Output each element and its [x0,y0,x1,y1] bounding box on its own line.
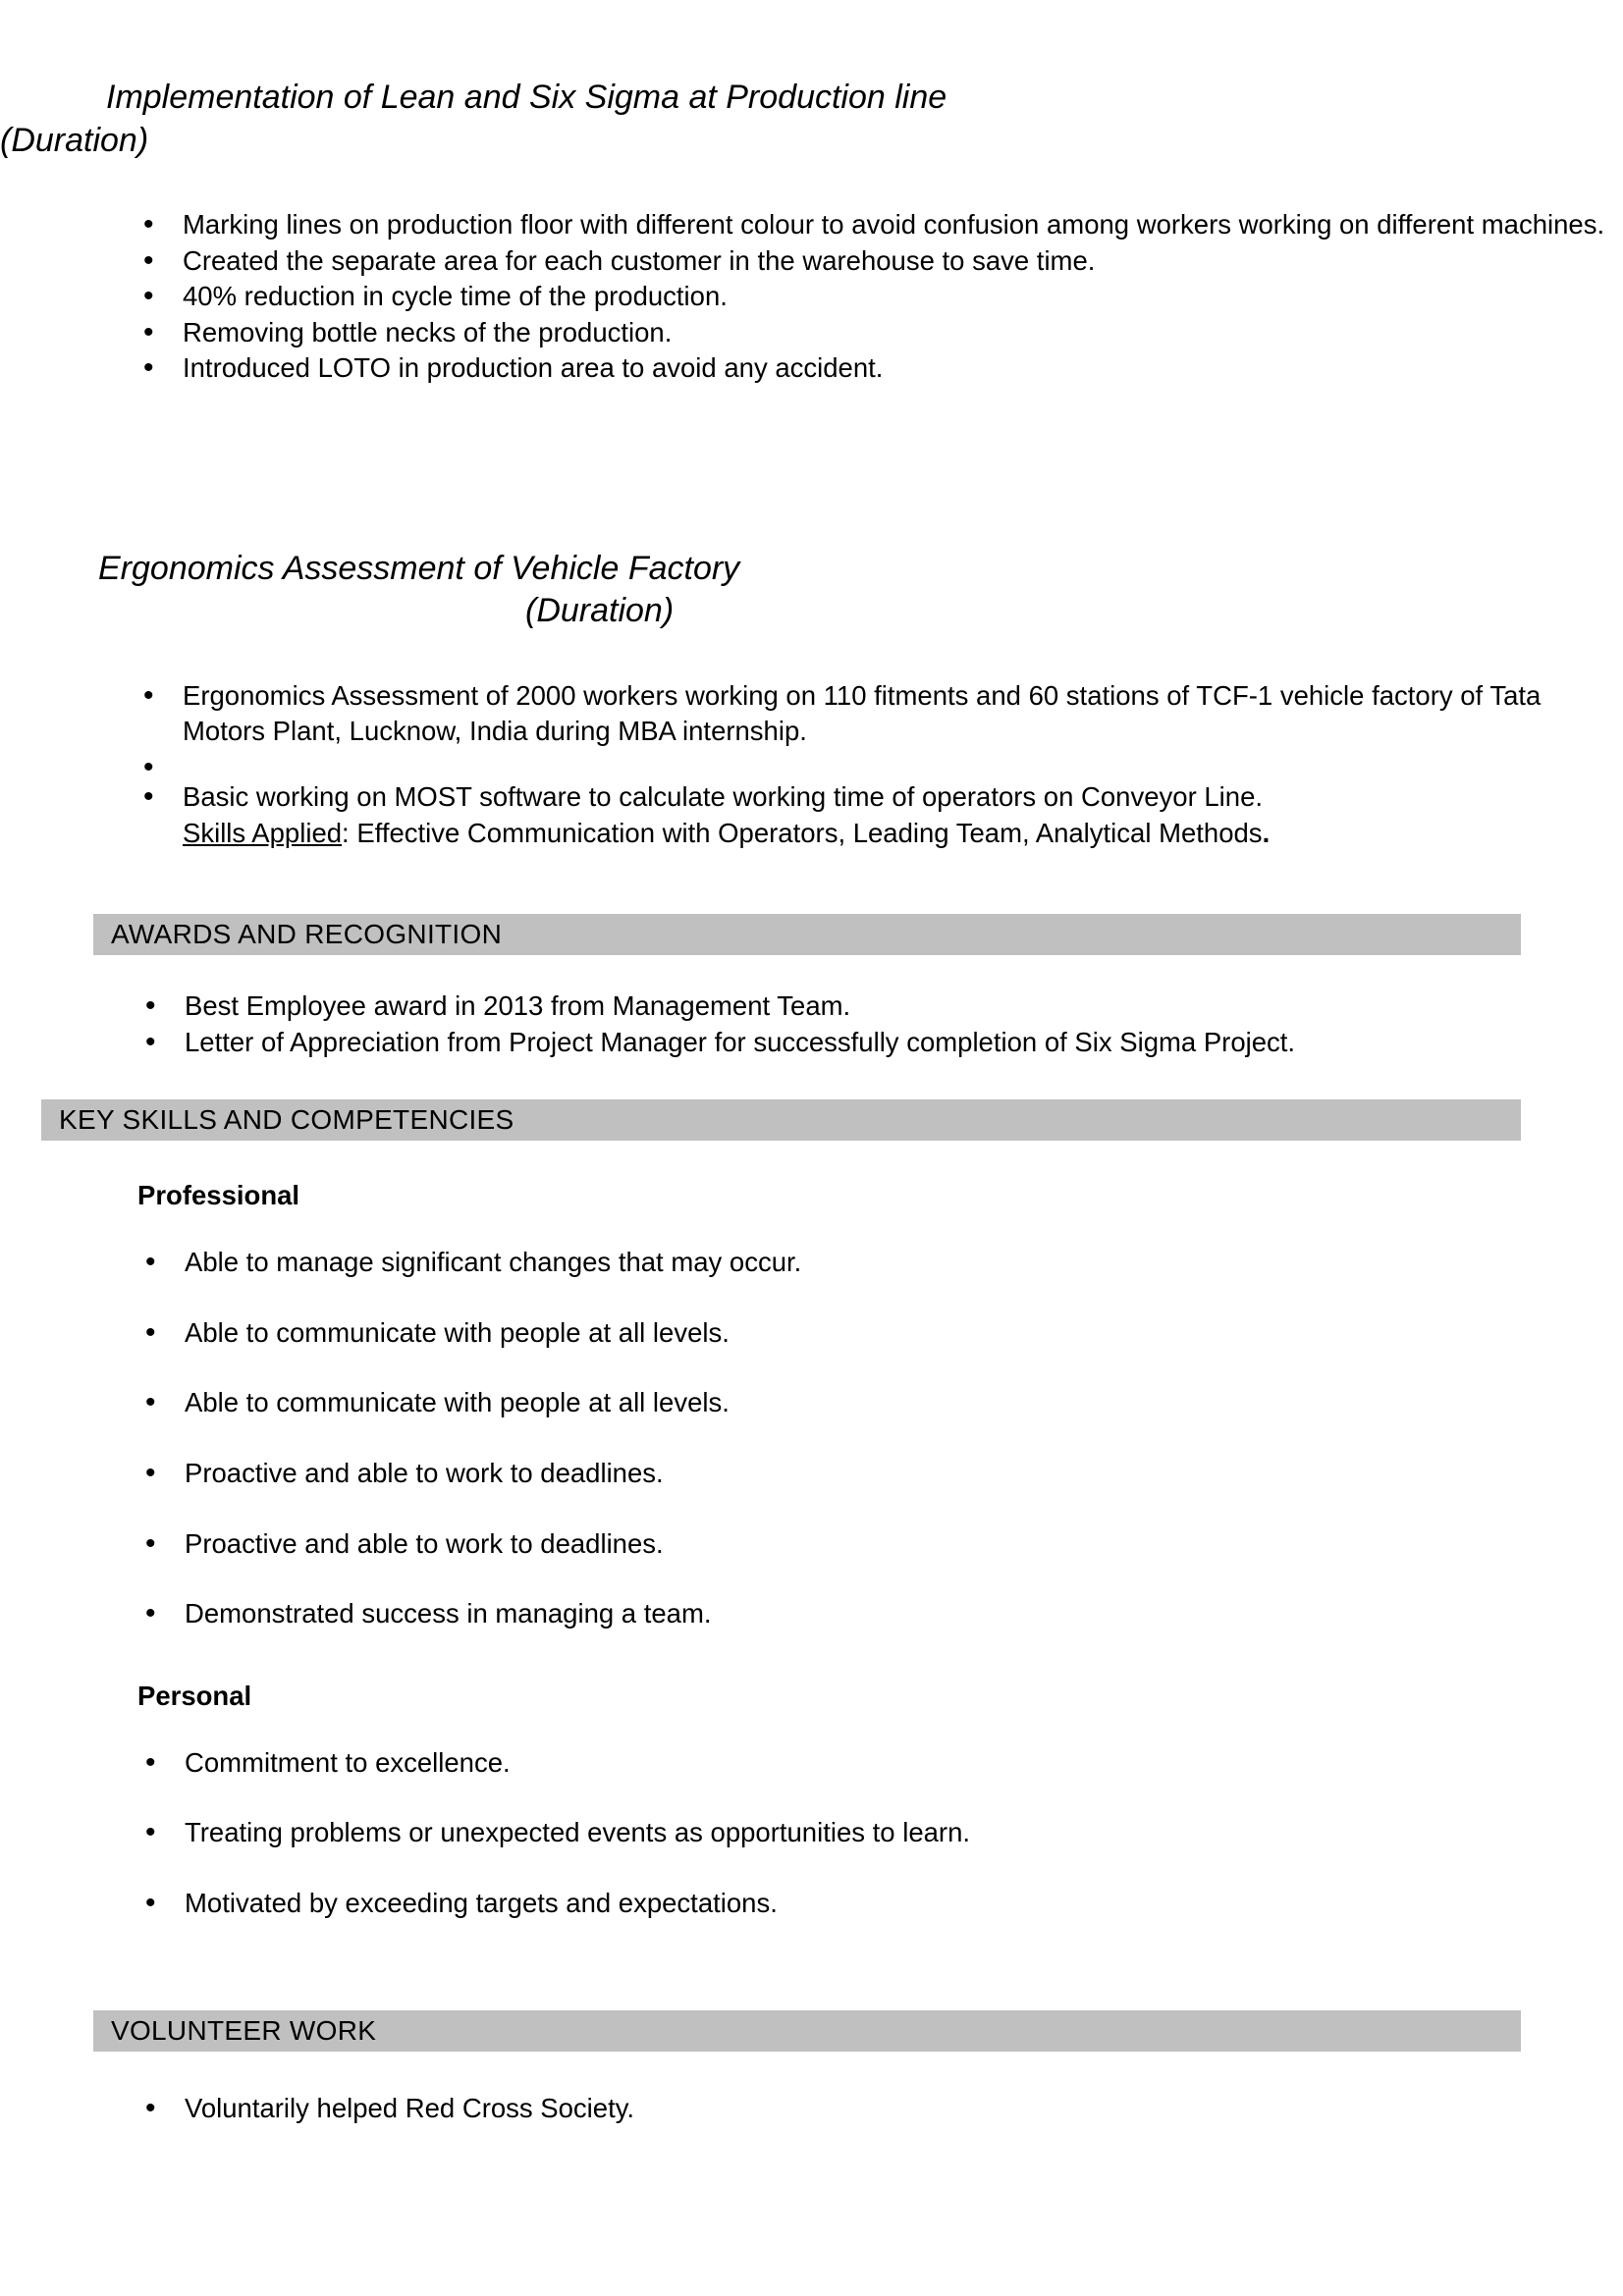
list-item: • Best Employee award in 2013 from Management Team. [139,988,1623,1025]
project-title-line-1: Implementation of Lean and Six Sigma at Production line [106,79,947,116]
bullet-list [139,988,1623,1060]
section-title: VOLUNTEER WORK [111,2015,377,2047]
spacer [0,851,1623,914]
list-item: • Commitment to excellence. [139,1745,1623,1782]
spacer [0,1955,1623,2010]
list-item: • Motivated by exceeding targets and expectations. [139,1886,1623,1922]
top-spacer [0,0,1623,77]
spacer [0,1141,1623,1180]
spacer [0,633,1623,678]
bullet-list [139,1745,1623,1922]
awards-bullets [0,988,1623,1060]
project-title-line-1: Ergonomics Assessment of Vehicle Factory [98,549,740,587]
section-header-volunteer [93,2010,1521,2052]
bullet-list [139,1245,1623,1631]
personal-skills-bullets [0,1745,1623,1922]
spacer [0,1211,1623,1245]
list-item-empty [137,750,1623,779]
bullet-list [137,678,1623,851]
list-item: • Proactive and able to work to deadlines. [139,1526,1623,1563]
list-item: • Marking lines on production floor with different colour to avoid confusion among workers working on different machines. [137,207,1623,243]
list-item: • Ergonomics Assessment of 2000 workers working on 110 fitments and 60 stations of TCF-1 vehicle factory of Tata Motors Plant, Lucknow, India during MBA internship. [137,678,1623,750]
spacer [0,1667,1623,1681]
section-title: KEY SKILLS AND COMPETENCIES [59,1104,514,1136]
section-title: AWARDS AND RECOGNITION [111,919,503,950]
project-title-line-2: (Duration) [525,592,675,630]
volunteer-bullets [0,2091,1623,2127]
list-item: • Able to communicate with people at all levels. [139,1315,1623,1352]
spacer [0,1060,1623,1099]
list-item: • Introduced LOTO in production area to avoid any accident. [137,350,1623,387]
sub-heading-personal: Personal [137,1680,252,1711]
list-item: • Demonstrated success in managing a team. [139,1596,1623,1632]
list-item-text: Basic working on MOST software to calculate working time of operators on Conveyor Line. [183,781,1263,812]
spacer [0,1712,1623,1745]
bullet-list [137,207,1623,387]
list-item: • Treating problems or unexpected events as opportunities to learn. [139,1815,1623,1851]
project-title-line-2: (Duration) [0,121,149,159]
skills-applied-label: Skills Applied [183,817,343,848]
project-bullets-ergonomics [0,678,1623,851]
spacer [0,955,1623,988]
skills-applied-period: . [1262,817,1271,848]
list-item: • Letter of Appreciation from Project Manager for successfully completion of Six Sigma Project. [139,1025,1623,1061]
section-header-awards [93,914,1521,955]
list-item [137,779,1623,851]
list-item: • Proactive and able to work to deadlines. [139,1456,1623,1492]
list-item: • 40% reduction in cycle time of the production. [137,279,1623,315]
sub-heading-professional: Professional [137,1180,300,1211]
list-item: • Removing bottle necks of the production. [137,315,1623,351]
list-item: • Voluntarily helped Red Cross Society. [139,2091,1623,2127]
project-title-lean-six-sigma [0,77,1623,162]
project-bullets-lean-six-sigma [0,207,1623,387]
spacer [0,2052,1623,2091]
list-item: • Able to communicate with people at all levels. [139,1385,1623,1421]
spacer [0,387,1623,485]
section-header-key-skills [41,1099,1521,1141]
project-title-ergonomics [0,548,1623,633]
skills-applied-text: : Effective Communication with Operators, Leading Team, Analytical Methods [342,817,1263,848]
bullet-list [139,2091,1623,2127]
spacer [0,162,1623,207]
list-item: • Created the separate area for each customer in the warehouse to save time. [137,243,1623,280]
spacer [0,485,1623,548]
list-item: • Able to manage significant changes that may occur. [139,1245,1623,1281]
professional-skills-bullets [0,1245,1623,1631]
